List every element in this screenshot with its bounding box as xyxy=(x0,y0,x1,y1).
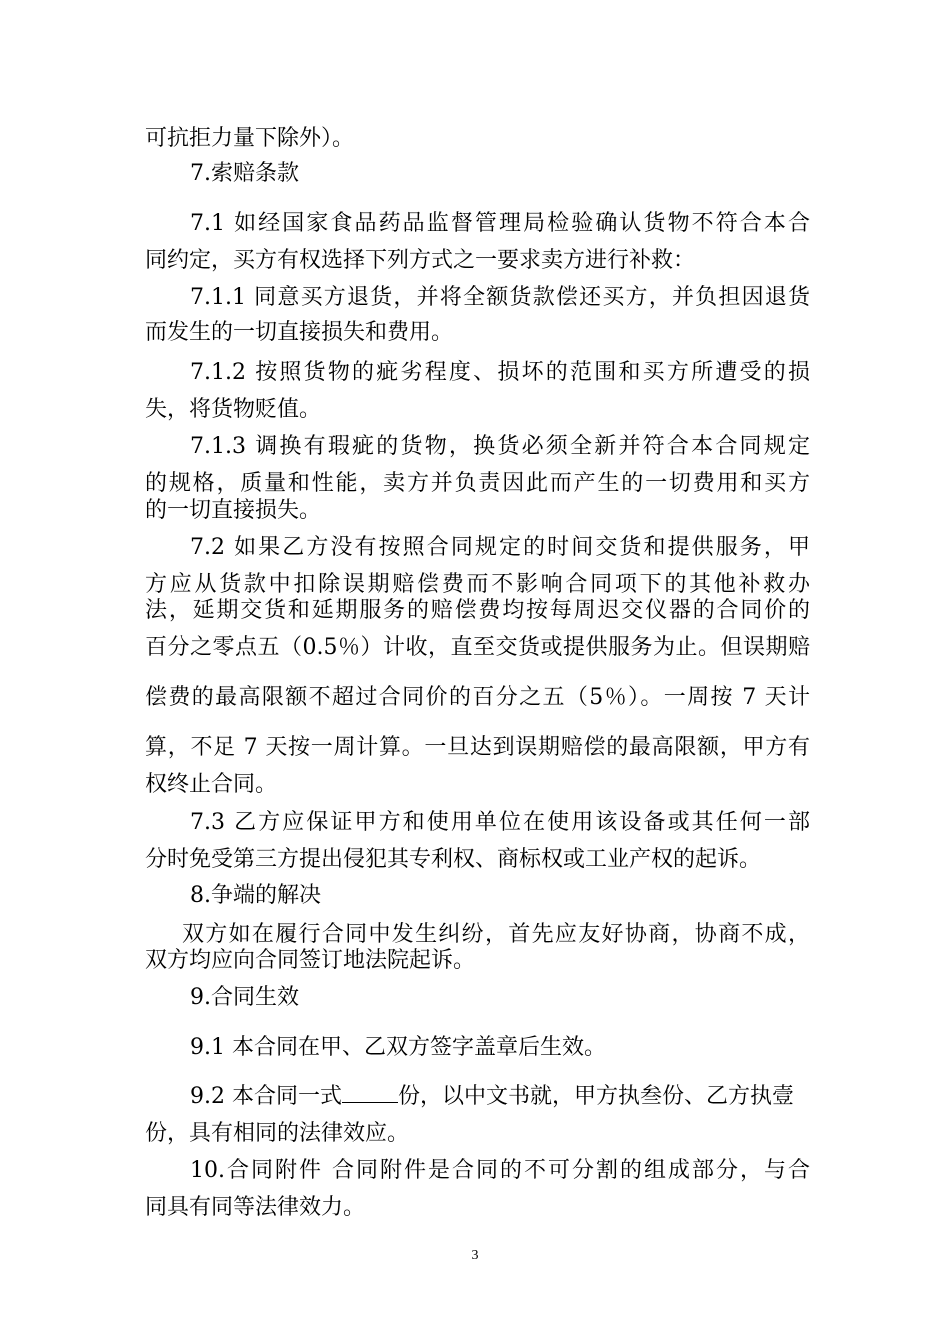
paragraph-line: 方应从货款中扣除误期赔偿费而不影响合同项下的其他补救办 xyxy=(145,572,810,597)
paragraph-line: 法，延期交货和延期服务的赔偿费均按每周迟交仪器的合同价的 xyxy=(145,598,810,623)
paragraph-line: 份，具有相同的法律效应。 xyxy=(145,1121,410,1146)
paragraph-line: 的规格，质量和性能，卖方并负责因此而产生的一切费用和买方 xyxy=(145,471,810,496)
paragraph-line: 的一切直接损失。 xyxy=(145,498,322,523)
copies-blank-field xyxy=(342,1082,398,1103)
paragraph-line: 7.1.2 按照货物的疵劣程度、损坏的范围和买方所遭受的损 xyxy=(190,360,810,385)
section-heading-10: 10.合同附件 合同附件是合同的不可分割的组成部分，与合 xyxy=(190,1158,810,1183)
paragraph-line: 而发生的一切直接损失和费用。 xyxy=(145,320,454,345)
clause-9-2-line xyxy=(190,1082,810,1112)
paragraph-line: 7.1 如经国家食品药品监督管理局检验确认货物不符合本合 xyxy=(190,211,810,236)
paragraph-line: 7.1.1 同意买方退货，并将全额货款偿还买方，并负担因退货 xyxy=(190,285,810,310)
clause-9-2-text: 9.2 本合同一式 xyxy=(190,1084,342,1109)
paragraph-line: 偿费的最高限额不超过合同价的百分之五（5％）。一周按 7 天计 xyxy=(145,685,810,710)
paragraph-line: 7.3 乙方应保证甲方和使用单位在使用该设备或其任何一部 xyxy=(190,810,810,835)
paragraph-line: 同约定，买方有权选择下列方式之一要求卖方进行补救： xyxy=(145,248,696,273)
paragraph-line: 7.1.3 调换有瑕疵的货物，换货必须全新并符合本合同规定 xyxy=(190,434,810,459)
paragraph-line: 分时免受第三方提出侵犯其专利权、商标权或工业产权的起诉。 xyxy=(145,847,762,872)
clause-9-2-text: 份，以中文书就，甲方执叁份、乙方执壹 xyxy=(397,1084,794,1109)
section-heading-9: 9.合同生效 xyxy=(190,985,299,1010)
paragraph-line: 失，将货物贬值。 xyxy=(145,397,322,422)
paragraph-line: 同具有同等法律效力。 xyxy=(145,1195,366,1220)
section-heading-7: 7.索赔条款 xyxy=(190,161,299,186)
paragraph-line: 权终止合同。 xyxy=(145,772,278,797)
section-heading-8: 8.争端的解决 xyxy=(190,883,321,908)
paragraph-line: 7.2 如果乙方没有按照合同规定的时间交货和提供服务，甲 xyxy=(190,535,810,560)
page-number: 3 xyxy=(471,1248,479,1263)
paragraph-line: 百分之零点五（0.5％）计收，直至交货或提供服务为止。但误期赔 xyxy=(145,635,810,660)
paragraph-line: 算，不足 7 天按一周计算。一旦达到误期赔偿的最高限额，甲方有 xyxy=(145,735,810,760)
paragraph-line: 双方如在履行合同中发生纠纷，首先应友好协商，协商不成， xyxy=(182,922,810,947)
paragraph-line: 双方均应向合同签订地法院起诉。 xyxy=(145,948,476,973)
paragraph-line: 9.1 本合同在甲、乙双方签字盖章后生效。 xyxy=(190,1035,606,1060)
paragraph-line: 可抗拒力量下除外）。 xyxy=(145,126,355,151)
